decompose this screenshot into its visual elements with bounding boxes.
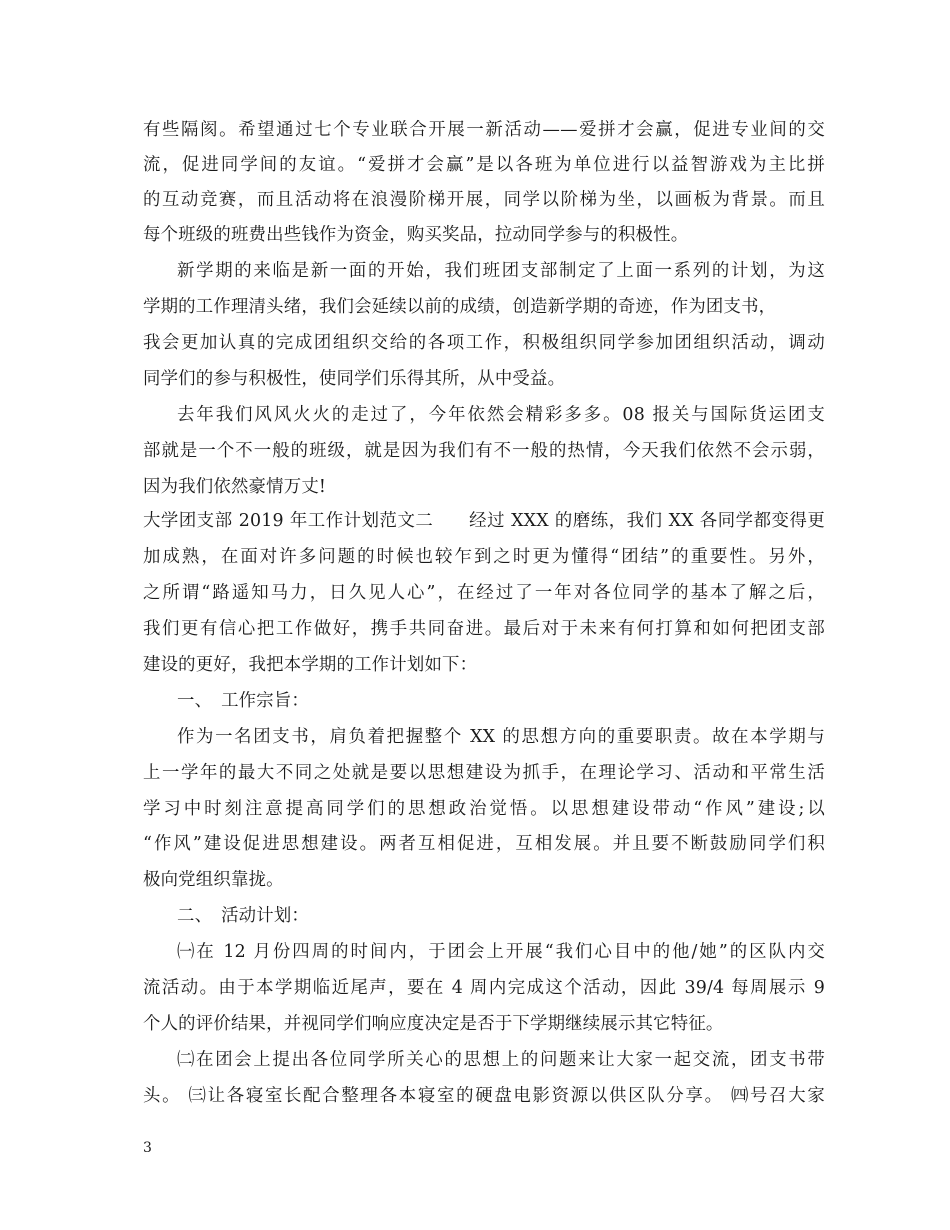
text-line: 个人的评价结果，并视同学们响应度决定是否于下学期继续展示其它特征。 [143, 1014, 724, 1034]
text-line: 加成熟，在面对许多问题的时候也较乍到之时更为懂得“团结”的重要性。另外， [143, 547, 825, 567]
text-line: 部就是一个不一般的班级，就是因为我们有不一般的热情，今天我们依然不会示弱， [143, 441, 825, 461]
paragraph-start-line: ㈠在 12 月份四周的时间内，于团会上开展“我们心目中的他/她”的区队内交 [177, 942, 825, 962]
paragraph-start-line: ㈡在团会上提出各位同学所关心的思想上的问题来让大家一起交流，团支书带 [177, 1050, 825, 1070]
paragraph-start-line: 新学期的来临是新一面的开始，我们班团支部制定了上面一系列的计划，为这 [177, 261, 825, 281]
text-line: 我会更加认真的完成团组织交给的各项工作，积极组织同学参加团组织活动，调动 [143, 333, 825, 353]
text-line: 同学们的参与积极性，使同学们乐得其所，从中受益。 [143, 369, 566, 389]
section-title-line: 大学团支部 2019 年工作计划范文二 经过 XXX 的磨练，我们 XX 各同学都变得更 [143, 511, 825, 531]
text-line: 之所谓“路遥知马力，日久见人心”，在经过了一年对各位同学的基本了解之后， [143, 583, 825, 603]
text-line: 头。 ㈢让各寝室长配合整理各本寝室的硬盘电影资源以供区队分享。 ㈣号召大家 [143, 1086, 825, 1106]
text-line: 上一学年的最大不同之处就是要以思想建设为抓手，在理论学习、活动和平常生活 [143, 763, 825, 783]
text-line: 学习中时刻注意提高同学们的思想政治觉悟。以思想建设带动“作风”建设;以 [143, 799, 825, 819]
text-line: 建设的更好，我把本学期的工作计划如下： [143, 655, 478, 675]
subheading-activity-plan: 二、 活动计划： [177, 906, 310, 926]
text-line: 每个班级的班费出些钱作为资金，购买奖品，拉动同学参与的积极性。 [143, 225, 689, 245]
text-line: 极向党组织靠拢。 [143, 870, 284, 890]
text-line: 流活动。由于本学期临近尾声，要在 4 周内完成这个活动，因此 39/4 每周展示 9 [143, 978, 825, 998]
text-line: “作风”建设促进思想建设。两者互相促进，互相发展。并且要不断鼓励同学们积 [143, 834, 825, 854]
paragraph-start-line: 去年我们风风火火的走过了，今年依然会精彩多多。08 报关与国际货运团支 [177, 405, 825, 425]
text-line: 学期的工作理清头绪，我们会延续以前的成绩，创造新学期的奇迹，作为团支书， [143, 297, 777, 317]
text-line: 我们更有信心把工作做好，携手共同奋进。最后对于未来有何打算和如何把团支部 [143, 619, 825, 639]
text-line: 有些隔阂。希望通过七个专业联合开展一新活动——爱拼才会赢，促进专业间的交 [143, 120, 825, 140]
text-line: 流，促进同学间的友谊。“爱拼才会赢”是以各班为单位进行以益智游戏为主比拼 [143, 155, 825, 175]
text-line: 的互动竞赛，而且活动将在浪漫阶梯开展，同学以阶梯为坐，以画板为背景。而且 [143, 190, 825, 210]
text-line: 因为我们依然豪情万丈! [143, 477, 327, 497]
page-number: 3 [143, 1140, 152, 1156]
subheading-work-purpose: 一、 工作宗旨： [177, 691, 310, 711]
paragraph-start-line: 作为一名团支书，肩负着把握整个 XX 的思想方向的重要职责。故在本学期与 [177, 727, 825, 747]
